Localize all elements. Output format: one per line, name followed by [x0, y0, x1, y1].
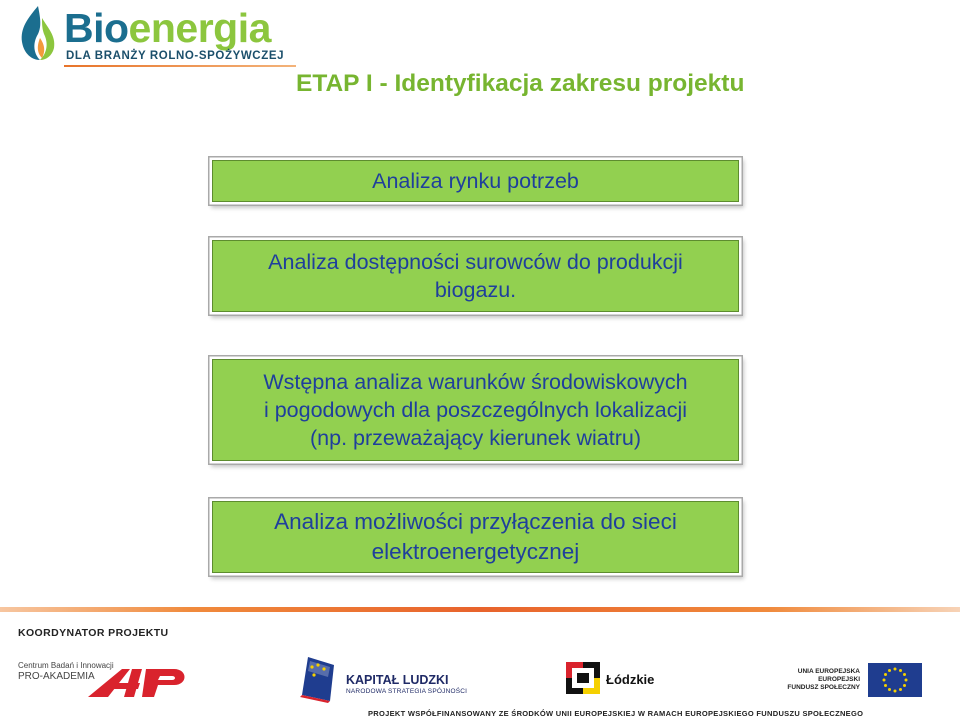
kapital-ludzki-logo	[300, 655, 480, 705]
kapital-ludzki-subtitle: NARODOWA STRATEGIA SPÓJNOŚCI	[346, 688, 468, 695]
box-line: Wstępna analiza warunków środowiskowych	[263, 370, 688, 394]
kapital-ludzki-flag-icon	[300, 655, 336, 703]
box-market-analysis	[212, 160, 739, 202]
box-line: elektroenergetycznej	[371, 539, 580, 564]
eu-flag-icon	[868, 663, 922, 697]
bioenergia-logo	[18, 4, 288, 66]
slide-title: ETAP I - Identyfikacja zakresu projektu	[296, 70, 745, 97]
logo-wordmark: Bioenergia	[64, 5, 271, 51]
eu-logo	[782, 663, 932, 697]
coordinator-label: KOORDYNATOR PROJEKTU	[18, 627, 169, 639]
lodzkie-mark-icon	[566, 662, 600, 694]
lodzkie-label: Łódzkie	[606, 672, 655, 687]
box-line: biogazu.	[434, 278, 517, 302]
flame-icon	[18, 4, 58, 62]
cbi-proakademia: PRO-AKADEMIA	[18, 671, 95, 682]
cofinancing-note: PROJEKT WSPÓŁFINANSOWANY ZE ŚRODKÓW UNII EUROPEJSKIEJ W RAMACH EUROPEJSKIEGO FUNDUSZU SPOŁECZNEGO	[368, 709, 864, 717]
kapital-ludzki-title: KAPITAŁ LUDZKI	[346, 673, 449, 687]
box-text: Analiza rynku potrzeb	[372, 169, 579, 193]
box-environment	[212, 359, 739, 461]
box-raw-materials	[212, 240, 739, 312]
logo-underline	[64, 65, 296, 67]
lodzkie-logo	[566, 662, 666, 696]
eu-text: UNIA EUROPEJSKA EUROPEJSKI FUNDUSZ SPOŁECZNY	[787, 668, 860, 691]
box-line: i pogodowych dla poszczególnych lokalizacji	[263, 398, 688, 422]
box-grid-connection	[212, 501, 739, 573]
logo-subtitle: DLA BRANŻY ROLNO-SPOŻYWCZEJ	[66, 50, 285, 62]
footer-divider	[0, 607, 960, 612]
ap-logo-icon	[88, 663, 198, 699]
box-line: Analiza możliwości przyłączenia do sieci	[274, 509, 677, 534]
box-line: (np. przeważający kierunek wiatru)	[310, 426, 641, 450]
box-line: Analiza dostępności surowców do produkcji	[268, 250, 683, 274]
cbi-logo	[18, 661, 188, 701]
cbi-name: Centrum Badań i Innowacji	[18, 661, 114, 670]
